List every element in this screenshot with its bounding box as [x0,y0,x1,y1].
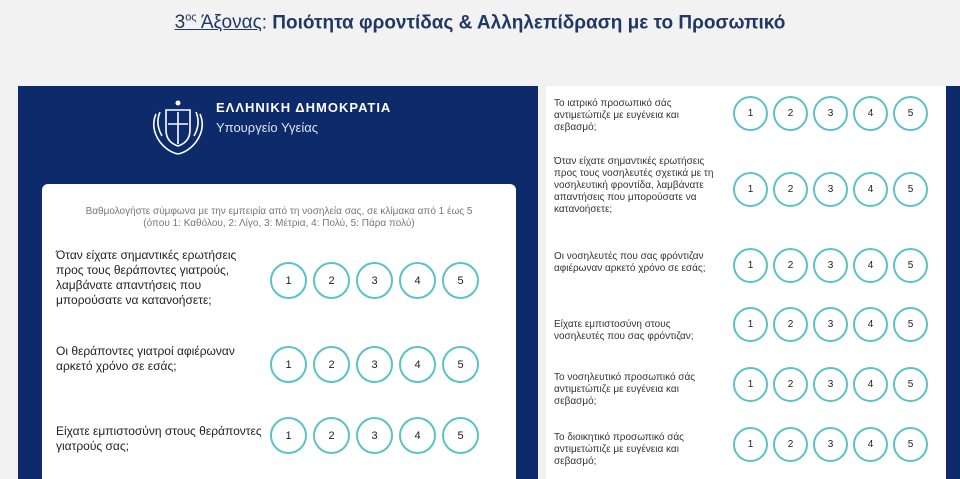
scale-legend: (όπου 1: Καθόλου, 2: Λίγο, 3: Μέτρια, 4: Πολύ, 5: Πάρα πολύ) [143,218,415,229]
rating-option-3[interactable]: 3 [813,367,848,402]
rating-option-1[interactable]: 1 [733,172,768,207]
rating-option-4[interactable]: 4 [853,248,888,283]
rating-option-2[interactable]: 2 [773,427,808,462]
rating-option-5[interactable]: 5 [442,417,479,454]
rating-option-3[interactable]: 3 [813,307,848,342]
rating-option-2[interactable]: 2 [313,346,350,383]
axis-label: $3^{o\varsigma}$ Άξονας [174,12,262,34]
question-text: Το διοικητικό προσωπικό σάς αντιμετώπιζε με ευγένεια και σεβασμό; [554,432,684,467]
rating-option-3[interactable]: 3 [813,248,848,283]
rating-option-4[interactable]: 4 [853,307,888,342]
rating-scale [270,262,479,299]
rating-option-1[interactable]: 1 [733,248,768,283]
rating-option-5[interactable]: 5 [893,427,928,462]
left-survey-screen [18,86,538,479]
slide-title [0,12,960,34]
instruction-line: Βαθμολογήστε σύμφωνα με την εμπειρία από τη νοσηλεία σας, σε κλίμακα από 1 έως 5 [85,206,473,217]
rating-option-3[interactable]: 3 [813,427,848,462]
rating-scale [733,96,928,131]
rating-option-2[interactable]: 2 [313,262,350,299]
rating-option-3[interactable]: 3 [813,96,848,131]
rating-option-4[interactable]: 4 [853,172,888,207]
title-separator: : [261,12,273,34]
question-text: Όταν είχατε σημαντικές ερωτήσεις προς τους νοσηλευτές σχετικά με τη νοσηλευτική φροντίδα, λαμβάνατε απαντήσεις που μπορούσατε να κατανοήσετε; [554,156,714,215]
rating-option-5[interactable]: 5 [893,172,928,207]
rating-option-2[interactable]: 2 [773,172,808,207]
rating-scale [733,172,928,207]
rating-option-1[interactable]: 1 [733,427,768,462]
rating-option-5[interactable]: 5 [893,96,928,131]
question-text: Είχατε εμπιστοσύνη στους θεράποντες γιατρούς σας; [56,424,262,453]
rating-option-1[interactable]: 1 [733,96,768,131]
rating-option-2[interactable]: 2 [773,96,808,131]
rating-option-1[interactable]: 1 [270,346,307,383]
rating-option-3[interactable]: 3 [356,417,393,454]
rating-option-3[interactable]: 3 [356,262,393,299]
rating-scale [733,248,928,283]
rating-option-1[interactable]: 1 [733,367,768,402]
question-text: Το ιατρικό προσωπικό σάς αντιμετώπιζε με ευγένεια και σεβασμό; [554,98,679,133]
rating-option-2[interactable]: 2 [773,307,808,342]
rating-option-4[interactable]: 4 [853,96,888,131]
ministry-name: Υπουργείο Υγείας [216,120,318,135]
rating-option-2[interactable]: 2 [773,248,808,283]
rating-option-2[interactable]: 2 [773,367,808,402]
rating-scale [733,427,928,462]
rating-option-3[interactable]: 3 [813,172,848,207]
rating-option-4[interactable]: 4 [853,367,888,402]
question-text: Όταν είχατε σημαντικές ερωτήσεις προς τους θεράποντες γιατρούς, λαμβάνατε απαντήσεις που μπορούσατε να κατανοήσετε; [56,248,237,307]
rating-option-4[interactable]: 4 [399,417,436,454]
scrollbar-strip [946,86,960,479]
rating-scale [270,417,479,454]
rating-scale [733,367,928,402]
rating-option-4[interactable]: 4 [399,262,436,299]
government-name: ΕΛΛΗΝΙΚΗ ΔΗΜΟΚΡΑΤΙΑ [216,100,392,115]
question-text: Το νοσηλευτικό προσωπικό σάς αντιμετώπιζε με ευγένεια και σεβασμό; [554,372,696,407]
rating-option-4[interactable]: 4 [853,427,888,462]
rating-option-3[interactable]: 3 [356,346,393,383]
rating-option-1[interactable]: 1 [270,417,307,454]
rating-option-5[interactable]: 5 [442,262,479,299]
survey-card [42,184,516,479]
axis-title: Ποιότητα φροντίδας & Αλληλεπίδραση με το Προσωπικό [272,12,786,34]
rating-option-1[interactable]: 1 [733,307,768,342]
rating-option-4[interactable]: 4 [399,346,436,383]
rating-option-1[interactable]: 1 [270,262,307,299]
rating-scale [733,307,928,342]
question-text: Οι νοσηλευτές που σας φρόντιζαν αφιέρωναν αρκετό χρόνο σε εσάς; [554,251,706,274]
question-text: Είχατε εμπιστοσύνη στους νοσηλευτές που σας φρόντιζαν; [554,319,694,342]
rating-option-2[interactable]: 2 [313,417,350,454]
rating-option-5[interactable]: 5 [893,307,928,342]
rating-option-5[interactable]: 5 [893,248,928,283]
rating-scale [270,346,479,383]
rating-option-5[interactable]: 5 [442,346,479,383]
right-survey-screen [546,86,946,479]
rating-option-5[interactable]: 5 [893,367,928,402]
greek-coat-of-arms-icon [146,94,210,158]
rating-instructions [56,206,502,230]
question-text: Οι θεράποντες γιατροί αφιέρωναν αρκετό χρόνο σε εσάς; [56,344,235,373]
